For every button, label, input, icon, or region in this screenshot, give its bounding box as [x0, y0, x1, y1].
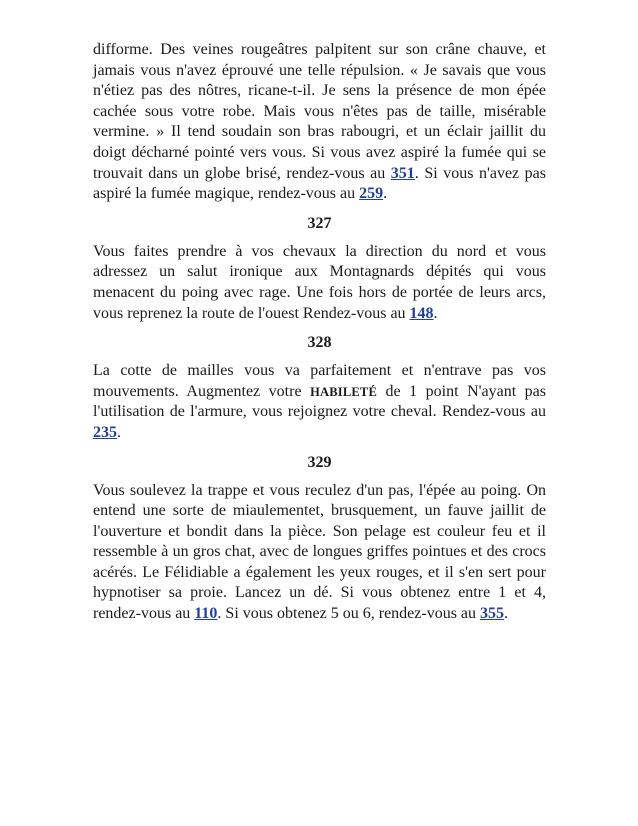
paragraph-text: difforme. Des veines rougeâtres palpitent sur son crâne chauve, et jamais vous n'avez éprouvé une telle répulsion. « Je savais que vous n'étiez pas des nôtres, ricane-t-il. Je sens la présence de mon épée cachée sous votre robe. Mais vous n'êtes pas de taille, misérable vermine. » Il tend soudain son bras rabougri, et un éclair jaillit du doigt décharné pointé vers vous. Si vous avez aspiré la fumée qui se trouvait dans un globe brisé, rendez-vous au	[93, 41, 546, 182]
paragraph-text: .	[504, 605, 509, 623]
paragraph-text: . Si vous obtenez 5 ou 6, rendez-vous au	[217, 605, 481, 623]
section-link-235[interactable]: 235	[93, 423, 117, 441]
paragraph-text: Vous faites prendre à vos chevaux la direction du nord et vous adressez un salut ironique aux Montagnards dépités qui vous menacent du poing avec rage. Une fois hors de portée de leurs arcs, vous reprenez la route de l'ouest Rendez-vous au	[93, 242, 546, 322]
section-number-328: 328	[307, 334, 332, 352]
section-link-110[interactable]: 110	[194, 605, 218, 623]
paragraph-329	[93, 481, 546, 625]
paragraph-text: de 1 point N'ayant pas l'utilisation de l'armure, vous rejoignez votre cheval. Rendez-vous au	[93, 382, 546, 421]
document-page	[93, 40, 546, 625]
stat-keyword-habilete: HABILETÉ	[310, 384, 377, 399]
paragraph-text: .	[433, 304, 438, 322]
section-link-355[interactable]: 355	[480, 605, 505, 623]
paragraph-text: . Si vous n'avez pas aspiré la fumée magique, rendez-vous au	[93, 164, 547, 203]
section-number-329: 329	[307, 453, 332, 471]
section-link-148[interactable]: 148	[409, 304, 434, 322]
paragraph-text: .	[383, 185, 388, 203]
paragraph-328	[93, 361, 546, 443]
paragraph-text: La cotte de mailles vous va parfaitement et n'entrave pas vos mouvements. Augmentez votre	[93, 362, 546, 400]
section-link-351[interactable]: 351	[390, 164, 415, 182]
paragraph-text: Vous soulevez la trappe et vous reculez d'un pas, l'épée au poing. On entend une sorte de miaulementet, brusquement, un fauve jaillit de l'ouverture et bondit dans la pièce. Son pelage est couleur feu et il ressemble à un gros chat, avec de longues griffes pointues et des crocs acérés. Le Félidiable a également les yeux rouges, et il s'en sert pour hypnotiser sa proie. Lancez un dé. Si vous obtenez entre 1 et 4, rendez-vous au	[93, 481, 546, 623]
section-link-259[interactable]: 259	[359, 185, 384, 203]
paragraph-intro	[93, 40, 546, 205]
paragraph-327	[93, 242, 546, 324]
paragraph-text: .	[117, 423, 121, 441]
section-number-327: 327	[307, 214, 332, 232]
